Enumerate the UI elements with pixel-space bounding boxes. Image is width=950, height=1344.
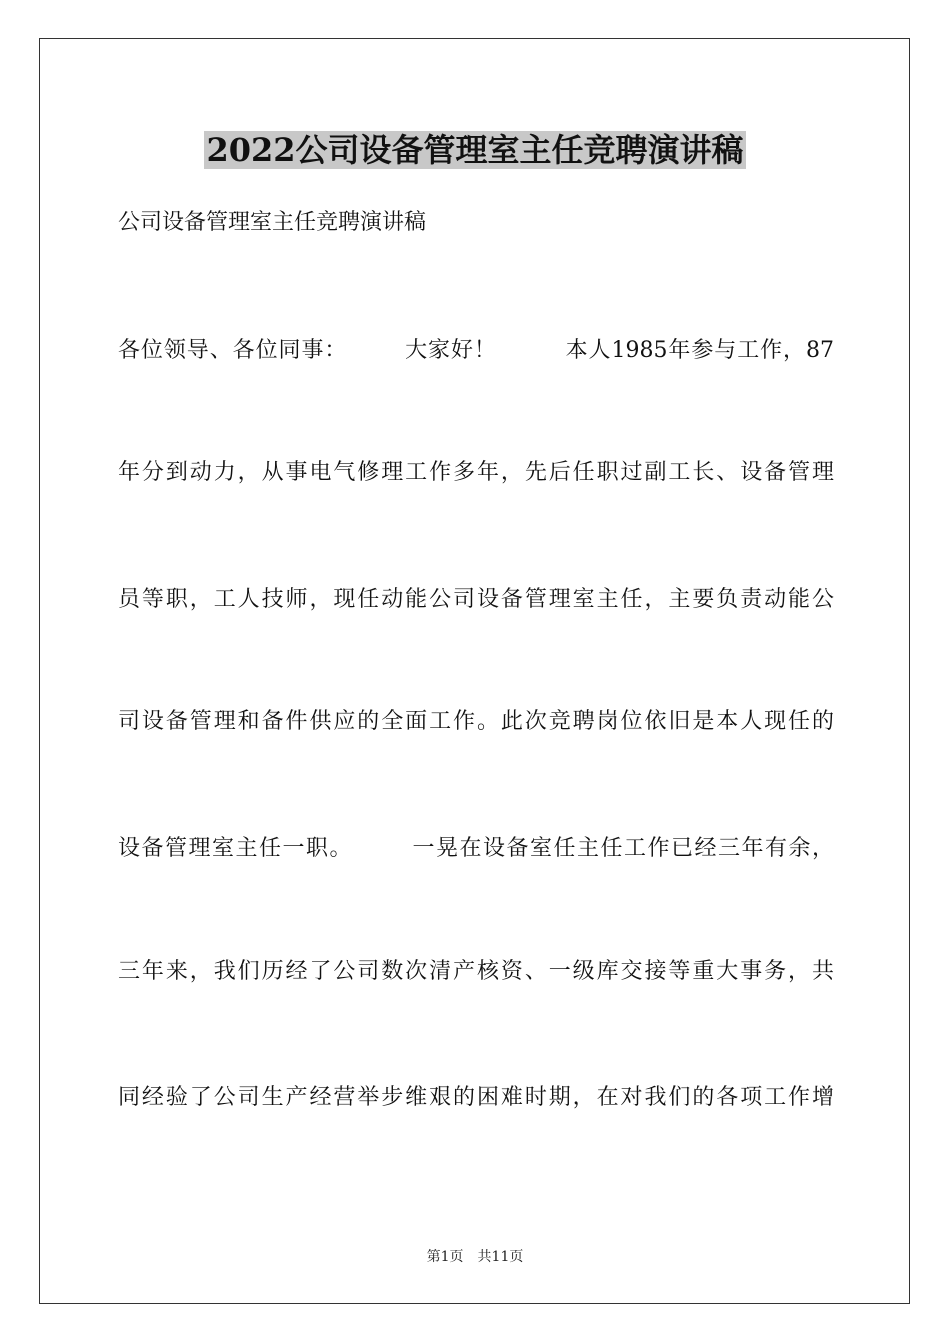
body-line: 三年来，我们历经了公司数次清产核资、一级库交接等重大事务，共 <box>118 959 834 984</box>
page-footer <box>0 1247 950 1267</box>
body-line: 同经验了公司生产经营举步维艰的困难时期，在对我们的各项工作增 <box>118 1085 834 1110</box>
document-title-text: 2022公司设备管理室主任竞聘演讲稿 <box>206 131 744 169</box>
body-line: 员等职，工人技师，现任动能公司设备管理室主任，主要负责动能公 <box>118 587 834 612</box>
body-line: 各位领导、各位同事： 大家好！ 本人1985年参与工作，87 <box>118 338 834 363</box>
body-line: 设备管理室主任一职。 一晃在设备室任主任工作已经三年有余， <box>118 836 834 861</box>
page-number: 第1页 <box>426 1249 464 1265</box>
document-subtitle: 公司设备管理室主任竞聘演讲稿 <box>118 210 427 235</box>
body-line: 司设备管理和备件供应的全面工作。此次竞聘岗位依旧是本人现任的 <box>118 709 834 734</box>
page-total: 共11页 <box>477 1249 524 1265</box>
body-line: 年分到动力，从事电气修理工作多年，先后任职过副工长、设备管理 <box>118 460 834 485</box>
document-title <box>0 128 950 172</box>
